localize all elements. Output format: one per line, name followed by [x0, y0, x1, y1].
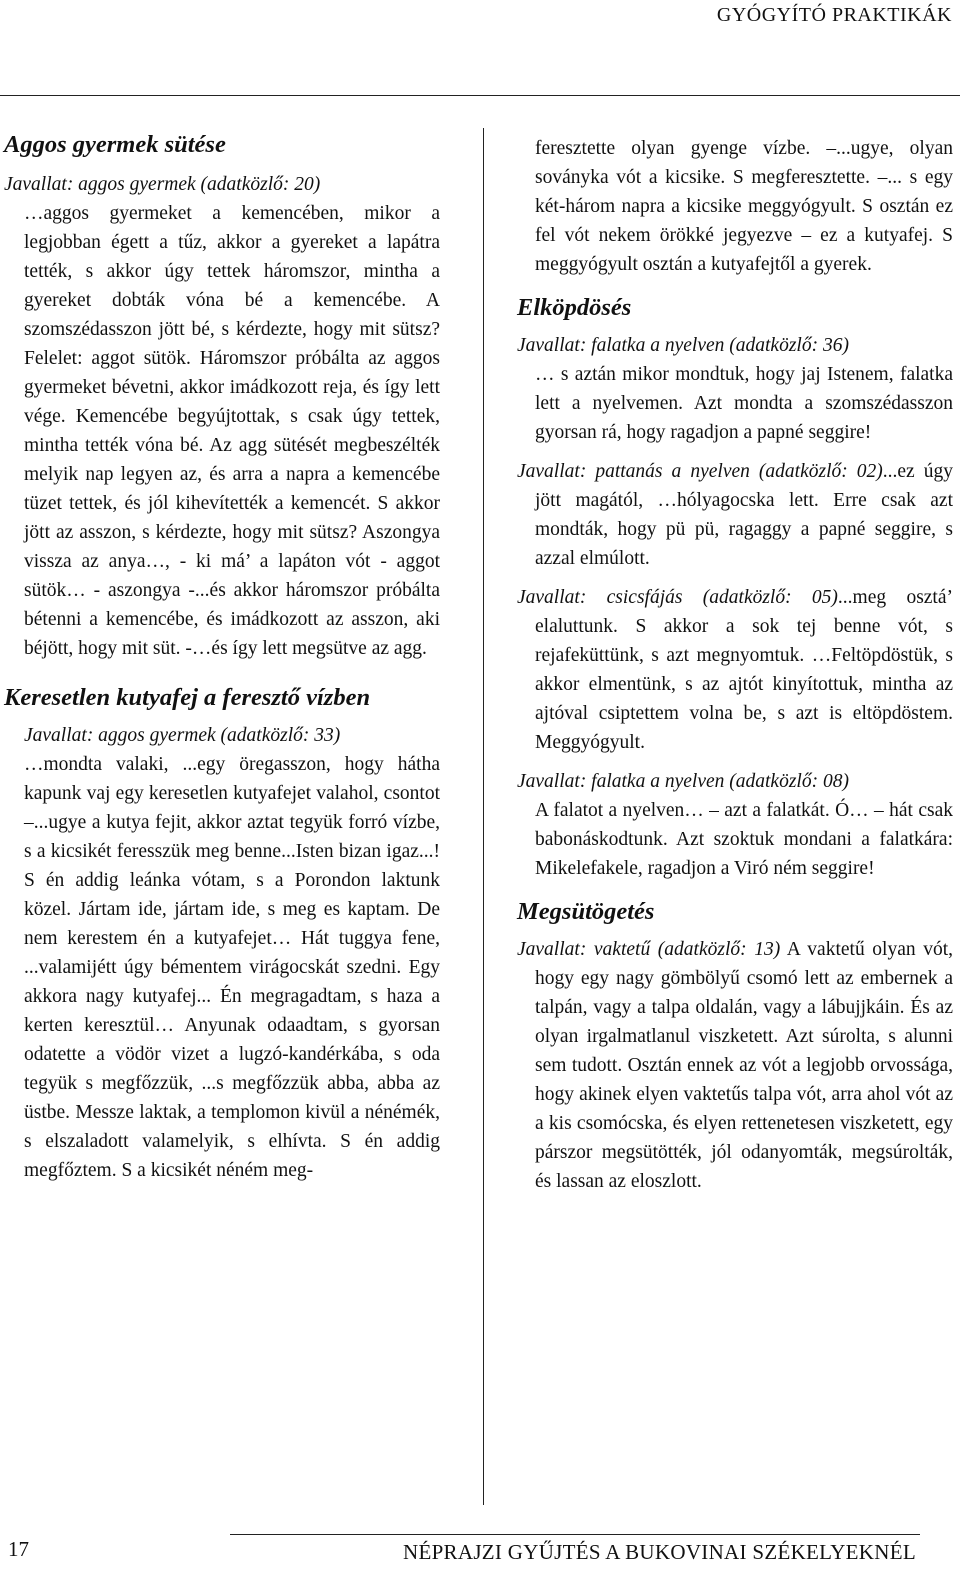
source-note: Javallat: csicsfájás (adatközlő: 05) [517, 587, 838, 608]
header-rule [0, 95, 960, 96]
running-header: GYÓGYÍTÓ PRAKTIKÁK [716, 4, 952, 26]
source-note: Javallat: vaktetű (adatközlő: 13) [517, 939, 781, 960]
paragraph-text: … s aztán mikor mondtuk, hogy jaj Istenem, falatka lett a nyelvemen. Azt mondta a szomszédasszon gyorsan rá, hogy ragadjon a papné seggire! [535, 364, 953, 443]
section-title-elkopdoses: Elköpdösés [517, 294, 632, 321]
paragraph-csicsfajas [517, 583, 953, 757]
paragraph-text: ...ez úgy jött magától, …hólyagocska lett. Erre csak azt mondták, hogy pü pü, ragaggy a papné seggire, s azzal elmúlott. [535, 461, 953, 569]
paragraph-falatka-08 [517, 767, 953, 883]
paragraph-text: ...meg osztá’ elaluttunk. S akkor a sok tej benne vót, s rejafeküttünk, s azt megnyomtuk. …Feltöpdöstük, s akkor elmentünk, s az ajtót kinyítottuk, mintha az ajtóval csiptettem volna be, s azt is eltöpdöstem. Meggyógyult. [535, 587, 953, 753]
source-note: Javallat: pattanás a nyelven (adatközlő: 02) [517, 461, 883, 482]
paragraph-aggos [4, 170, 440, 663]
paragraph-kutyafej [4, 721, 440, 1185]
footer-rule [230, 1534, 920, 1535]
page-number: 17 [8, 1537, 29, 1561]
paragraph-vaktetu [517, 935, 953, 1196]
column-divider [483, 128, 484, 1505]
section-title-aggos: Aggos gyermek sütése [4, 131, 226, 158]
paragraph-text: …aggos gyermeket a kemencében, mikor a legjobban égett a tűz, akkor a gyereket a lapátra tették, s akkor úgy tettek háromszor, mintha a gyereket dobták vóna bé a kemencébe. A szomszédasszon jött bé, s kérdezte, hogy mit sütsz? Felelet: aggot sütök. Háromszor próbálta az aggos gyermeket bévetni, akkor imádkozott reja, és így lett vége. Kemencébe begyújtottak, s csak úgy tettek, mintha tették vóna bé. Az agg sütését megbeszélték melyik nap legyen az, és arra a napra a kemencébe tüzet tettek, és jól kihevítették a kemencét. S akkor jött az asszon, s kérdezte, hogy mit sütsz? Aszongya vissza az anya…, - ki má’ a lapáton vót - aggot sütök… - aszongya -...és akkor háromszor próbálta bétenni a kemencébe, és imádkozott az asszon, aki béjött, hogy mit süt. -…és így lett megsütve az agg. [24, 203, 440, 659]
source-note: Javallat: falatka a nyelven (adatközlő: 08) [517, 771, 849, 792]
section-title-kutyafej: Keresetlen kutyafej a feresztő vízben [4, 684, 371, 711]
paragraph-continuation: feresztette olyan gyenge vízbe. –...ugye, olyan soványka vót a kicsike. S megferesztette. –... s egy két-három napra a kicsike meggyógyult. S osztán ez fel vót nekem örökké jegyezve – ez a kutyafej. S meggyógyult osztán a kutyafejtől a gyerek. [535, 138, 953, 275]
paragraph-text: …mondta valaki, ...egy öregasszon, hogy hátha kapunk vaj egy keresetlen kutyafejet valahol, csontot –...ugye a kutya fejit, akkor aztat tegyük forró vízbe, s a kicsikét feresszük meg benne...Isten bizan igaz...! S én addig leánka vótam, s a Porondon laktunk közel. Jártam ide, jártam ide, s meg es kaptam. De nem kerestem én a kutyafejet… Hát tuggya fene, ...valamijétt úgy bémentem virágocskát szedni. Egy akkora nagy kutyafej... Én megragadtam, s haza a kerten keresztül… Anyunak odaadtam, s gyorsan odatette a vödör vizet a lugzó-kandérkába, s oda tegyük s megfőzzük, ...s megfőzzük abba, abba az üstbe. Messze laktak, a templomon kivül a nénémék, s elszaladott valamelyik, s elhívta. S én addig megfőztem. S a kicsikét néném meg- [24, 754, 440, 1181]
paragraph-text: A falatot a nyelven… – azt a falatkát. Ó… – hát csak babonáskodtunk. Azt szoktuk mondani a falatkára: Mikelefakele, ragadjon a Viró ném seggire! [535, 800, 953, 879]
footer-title: NÉPRAJZI GYŰJTÉS A BUKOVINAI SZÉKELYEKNÉL [402, 1540, 916, 1564]
paragraph-pattanas [517, 457, 953, 573]
source-note: Javallat: aggos gyermek (adatközlő: 20) [4, 174, 321, 195]
paragraph-falatka-36 [517, 331, 953, 447]
source-note: Javallat: aggos gyermek (adatközlő: 33) [24, 725, 341, 746]
left-column [4, 128, 440, 1185]
source-note: Javallat: falatka a nyelven (adatközlő: 36) [517, 335, 849, 356]
right-column [517, 134, 953, 1196]
section-title-megsutogetes: Megsütögetés [517, 898, 655, 925]
paragraph-text: A vaktetű olyan vót, hogy egy nagy gömbölyű csomó lett az embernek a talpán, vagy a talpa oldalán, vagy a lábujjkáin. És az olyan irgalmatlanul viszketett. Azt súrolta, s alunni sem tudott. Osztán ennek az vót a legjobb orvossága, hogy akinek elyen vaktetűs talpa vót, arra ahol vót az a kis csomócska, és elyen rettenetesen viszketett, egy párszor megsütötték, jól odanyomták, megsúrolták, és lassan az eloszlott. [535, 939, 953, 1192]
